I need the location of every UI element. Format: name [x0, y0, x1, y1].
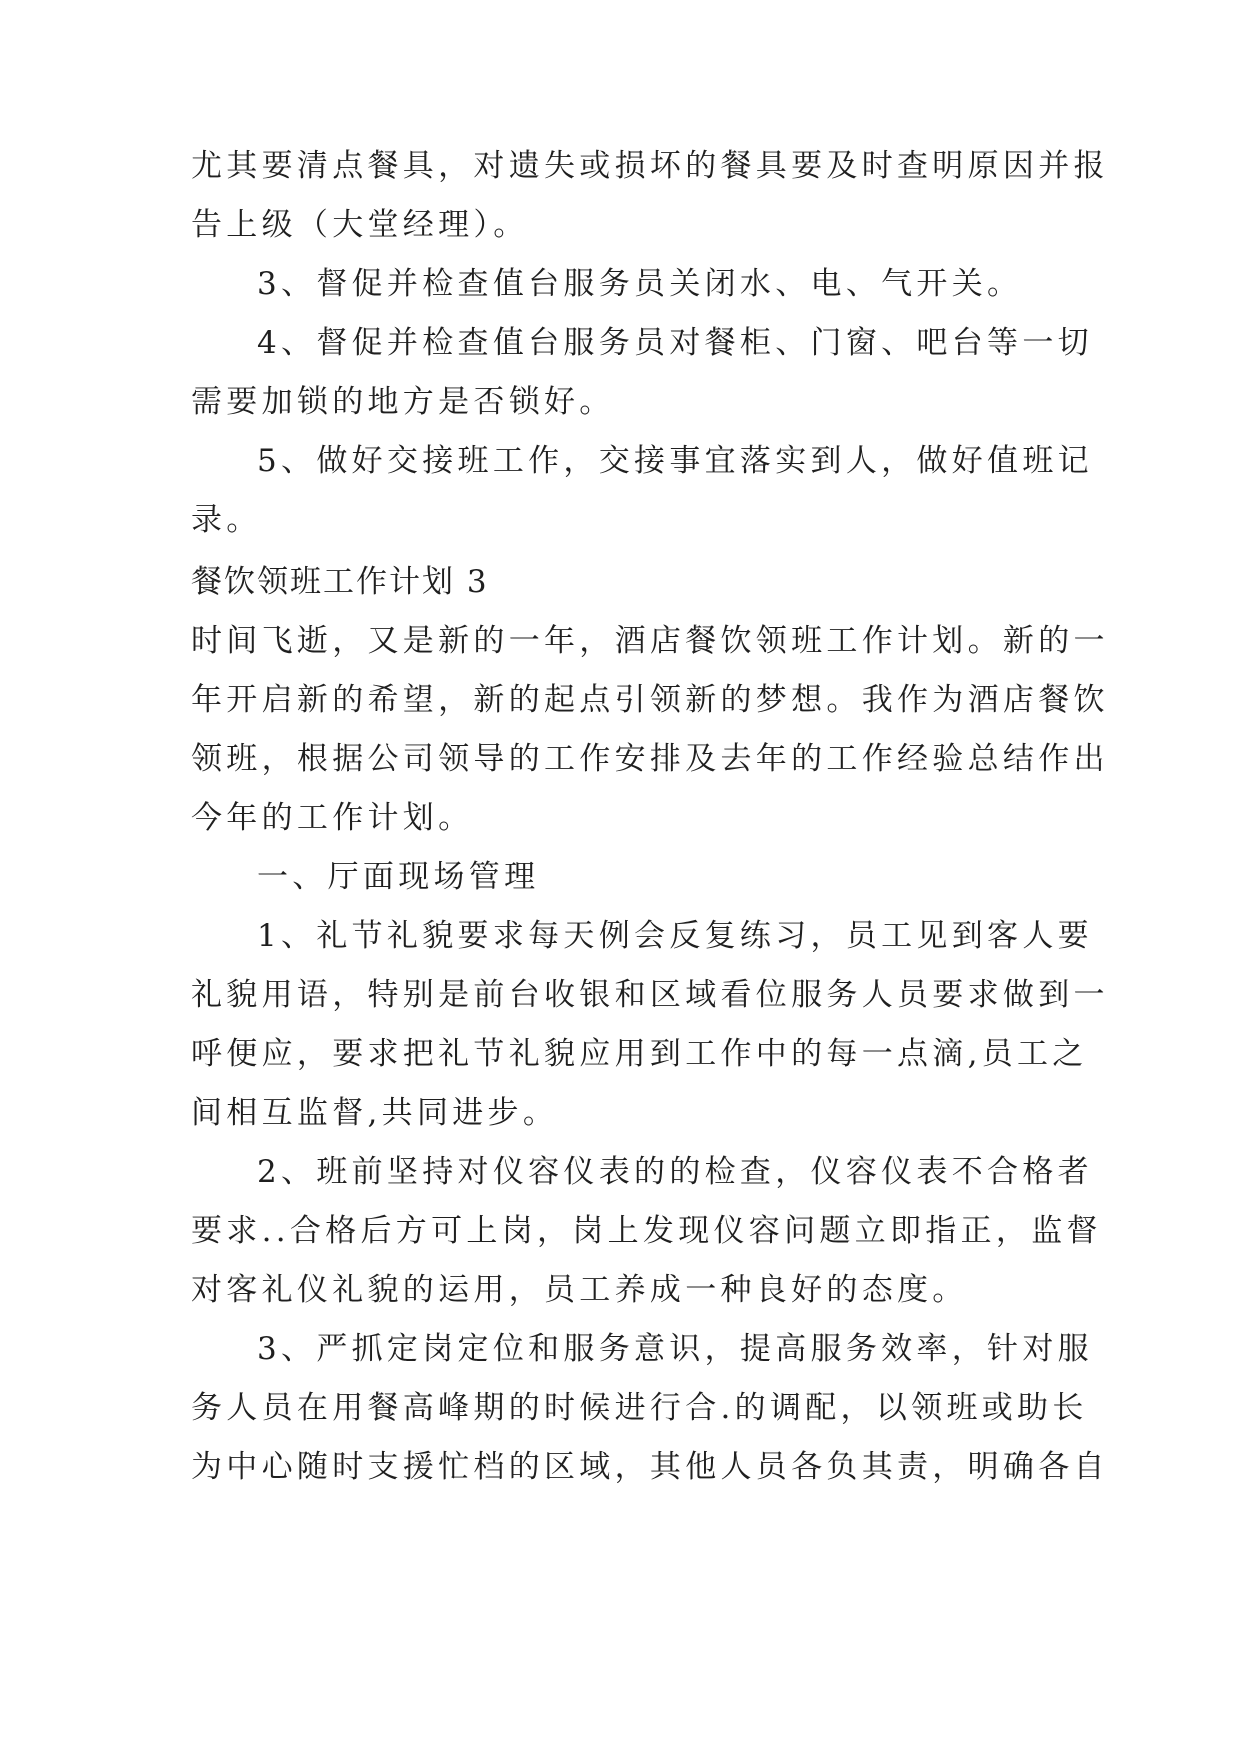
- list-item-2: 2、班前坚持对仪容仪表的的检查，仪容仪表不合格者: [257, 1154, 1093, 1190]
- subheading-hall-management: 一、厅面现场管理: [257, 859, 540, 895]
- paragraph-line: 尤其要清点餐具，对遗失或损坏的餐具要及时查明原因并报: [191, 148, 1109, 184]
- section-plan-3: [191, 553, 1109, 1497]
- paragraph-line: 时间飞逝，又是新的一年，酒店餐饮领班工作计划。新的一: [191, 623, 1109, 659]
- list-item-3: 3、严抓定岗定位和服务意识，提高服务效率，针对服: [257, 1331, 1093, 1367]
- paragraph-line: 呼便应，要求把礼节礼貌应用到工作中的每一点滴,员工之: [191, 1036, 1088, 1072]
- paragraph-line: 需要加锁的地方是否锁好。: [191, 384, 615, 420]
- paragraph-line: 告上级（大堂经理）。: [191, 207, 529, 243]
- paragraph-line: 礼貌用语，特别是前台收银和区域看位服务人员要求做到一: [191, 977, 1109, 1013]
- paragraph-line: 年开启新的希望，新的起点引领新的梦想。我作为酒店餐饮: [191, 682, 1109, 718]
- paragraph-line: 务人员在用餐高峰期的时候进行合.的调配，以领班或助长: [191, 1390, 1088, 1426]
- section-continuation: [191, 137, 1109, 550]
- list-item-4: 4、督促并检查值台服务员对餐柜、门窗、吧台等一切: [257, 325, 1093, 361]
- paragraph-line: 今年的工作计划。: [191, 800, 474, 836]
- list-item-5: 5、做好交接班工作，交接事宜落实到人，做好值班记: [257, 443, 1093, 479]
- list-item-3: 3、督促并检查值台服务员关闭水、电、气开关。: [257, 266, 1023, 302]
- paragraph-line: 间相互监督,共同进步。: [191, 1095, 559, 1131]
- list-item-1: 1、礼节礼貌要求每天例会反复练习，员工见到客人要: [257, 918, 1093, 954]
- paragraph-line: 要求..合格后方可上岗，岗上发现仪容问题立即指正，监督: [191, 1213, 1102, 1249]
- section-title: 餐饮领班工作计划 3: [191, 564, 489, 600]
- paragraph-line: 为中心随时支援忙档的区域，其他人员各负其责，明确各自: [191, 1449, 1109, 1485]
- paragraph-line: 录。: [191, 502, 262, 538]
- paragraph-line: 领班，根据公司领导的工作安排及去年的工作经验总结作出: [191, 741, 1109, 777]
- paragraph-line: 对客礼仪礼貌的运用，员工养成一种良好的态度。: [191, 1272, 968, 1308]
